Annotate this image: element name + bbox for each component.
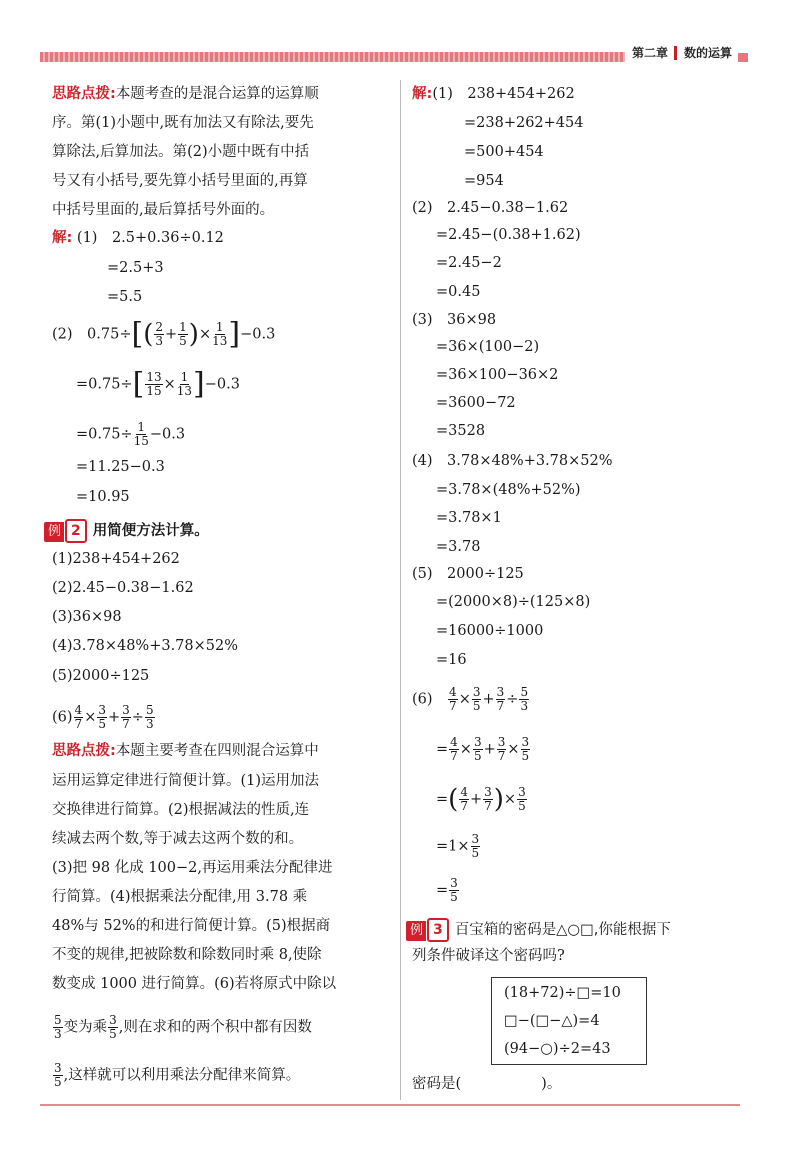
example-number: 2 — [65, 519, 87, 543]
hint1-line: 中括号里面的,最后算括号外面的。 — [52, 202, 275, 218]
question-item: (5)2000÷125 — [52, 668, 150, 684]
fraction: $\frac{3}{5}$ — [450, 876, 458, 904]
hint2-line: 48%与 52%的和进行简便计算。(5)根据商 — [52, 918, 331, 934]
example-badge: 例 — [44, 522, 64, 542]
fraction: $\frac{3}{5}$ — [109, 1013, 117, 1041]
solution-step: =10.95 — [76, 489, 130, 505]
fraction: $\frac{4}{7}$ — [449, 685, 457, 713]
clue-equation: □−(□−△)=4 — [504, 1013, 600, 1029]
fraction: $\frac{1}{13}$ — [212, 320, 228, 348]
hint2-line: 不变的规律,把被除数和除数同时乘 8,使除 — [52, 947, 322, 963]
solution-step: =16 — [436, 652, 467, 668]
example-title: 用简便方法计算。 — [92, 523, 209, 539]
fraction: $\frac{5}{3}$ — [520, 685, 529, 713]
chapter-label: 第二章 — [632, 46, 669, 60]
fraction: $\frac{3}{5}$ — [54, 1061, 62, 1089]
hint2-line: 续减去两个数,等于减去这两个数的和。 — [52, 831, 304, 847]
fraction: $\frac{1}{13}$ — [176, 370, 193, 398]
solution-step: =3.78×(48%+52%) — [436, 482, 581, 498]
fraction: $\frac{5}{3}$ — [54, 1013, 62, 1041]
hint2-line: 数变成 1000 进行简算。(6)若将原式中除以 — [52, 976, 337, 992]
solution-step: =36×(100−2) — [436, 339, 540, 355]
solution-3: (3) 36×98 — [412, 312, 497, 328]
fraction: $\frac{3}{7}$ — [497, 735, 506, 763]
solution-step: =11.25−0.3 — [76, 459, 165, 475]
fraction: $\frac{3}{5}$ — [472, 685, 481, 713]
example-2-heading — [44, 519, 209, 543]
solution-label: 解: — [52, 230, 73, 246]
solution-step: =0.45 — [436, 284, 481, 300]
hint2-line: 交换律进行简算。(2)根据减法的性质,连 — [52, 802, 310, 818]
hint2-label: 思路点拨: — [52, 743, 116, 759]
solution-step: = $\frac{4}{7}$ × $\frac{3}{5}$ + $\frac{3}{7}$ × $\frac{3}{5}$ — [436, 735, 530, 763]
hint1-line: 序。第(1)小题中,既有加法又有除法,要先 — [52, 115, 314, 131]
hint2-line: 行简算。(4)根据乘法分配律,用 3.78 乘 — [52, 889, 308, 905]
fraction: $\frac{4}{7}$ — [74, 703, 83, 731]
hint1-line: 算除法,后算加法。第(2)小题中既有中括 — [52, 144, 310, 160]
solution-1: 解: (1) 2.5+0.36÷0.12 — [52, 230, 224, 246]
solution-label: 解: — [412, 86, 433, 102]
solution-step: =36×100−36×2 — [436, 367, 559, 383]
column-divider — [400, 80, 401, 1100]
fraction: $\frac{3}{5}$ — [473, 735, 482, 763]
hint1-line: 思路点拨:本题考查的是混合运算的运算顺 — [52, 86, 319, 102]
solution-step: =3.78×1 — [436, 510, 502, 526]
solution-2: (2) 2.45−0.38−1.62 — [412, 200, 569, 216]
question-item: (1)238+454+262 — [52, 551, 180, 567]
solution-step: =3600−72 — [436, 395, 516, 411]
hint2-line: $\frac{5}{3}$ 变为乘 $\frac{3}{5}$ ,则在求和的两个积中都有因数 — [54, 1013, 312, 1041]
hint2-line: (3)把 98 化成 100−2,再运用乘法分配律进 — [52, 860, 333, 876]
fraction: $\frac{3}{7}$ — [122, 703, 130, 731]
solution-step: =238+262+454 — [464, 115, 584, 131]
hint1-label: 思路点拨: — [52, 86, 116, 102]
solution-1: 解:(1) 238+454+262 — [412, 86, 575, 102]
fraction: $\frac{3}{5}$ — [98, 703, 106, 731]
fraction: $\frac{3}{5}$ — [471, 832, 480, 860]
solution-2-expr: (2) 0.75÷[( $\frac{2}{3}$ + $\frac{1}{5}$ )× $\frac{1}{13}$ ]−0.3 — [52, 316, 276, 352]
fraction: $\frac{3}{5}$ — [521, 735, 530, 763]
solution-step: =500+454 — [464, 144, 544, 160]
hint1-line: 号又有小括号,要先算小括号里面的,再算 — [52, 173, 308, 189]
question-item: (3)36×98 — [52, 609, 122, 625]
solution-step: =( $\frac{4}{7}$ + $\frac{3}{7}$ )× $\frac{3}{5}$ — [436, 784, 526, 815]
example-text: 列条件破译这个密码吗? — [412, 948, 565, 964]
question-item: (4)3.78×48%+3.78×52% — [52, 638, 239, 654]
fraction: $\frac{3}{7}$ — [484, 785, 492, 813]
question-item: (2)2.45−0.38−1.62 — [52, 580, 194, 596]
solution-5: (5) 2000÷125 — [412, 566, 524, 582]
fraction: $\frac{3}{7}$ — [496, 685, 505, 713]
example-badge: 例 — [406, 921, 426, 941]
solution-step: =(2000×8)÷(125×8) — [436, 594, 591, 610]
fraction: $\frac{3}{5}$ — [518, 785, 526, 813]
solution-6: (6) $\frac{4}{7}$ × $\frac{3}{5}$ + $\frac{3}{7}$ ÷ $\frac{5}{3}$ — [412, 685, 529, 713]
hint2-line: 思路点拨:本题主要考查在四则混合运算中 — [52, 743, 319, 759]
solution-step: =0.75÷[ $\frac{13}{15}$ × $\frac{1}{13}$ ]−0.3 — [76, 366, 240, 402]
fraction: $\frac{4}{7}$ — [450, 735, 458, 763]
fraction: $\frac{13}{15}$ — [146, 370, 162, 398]
fraction: $\frac{4}{7}$ — [460, 785, 468, 813]
hint2-line: $\frac{3}{5}$ ,这样就可以利用乘法分配律来简算。 — [54, 1061, 301, 1089]
solution-step: =3528 — [436, 423, 486, 439]
fraction: $\frac{5}{3}$ — [145, 703, 154, 731]
example-number: 3 — [427, 918, 449, 942]
header-tail-decor — [738, 53, 748, 62]
solution-step: =2.5+3 — [107, 260, 164, 276]
solution-step: =954 — [464, 173, 504, 189]
example-3-heading — [406, 918, 671, 942]
solution-step: =16000÷1000 — [436, 623, 544, 639]
section-label: 数的运算 — [684, 46, 733, 60]
solution-step: =0.75÷ $\frac{1}{15}$ −0.3 — [76, 420, 186, 448]
solution-step: =2.45−2 — [436, 255, 502, 271]
header-separator — [674, 46, 677, 60]
clue-equation: (94−○)÷2=43 — [504, 1041, 611, 1057]
example-text: 百宝箱的密码是△○□,你能根据下 — [454, 922, 671, 938]
clue-equation: (18+72)÷□=10 — [504, 985, 621, 1001]
solution-step: =2.45−(0.38+1.62) — [436, 227, 581, 243]
solution-4: (4) 3.78×48%+3.78×52% — [412, 453, 613, 469]
question-item: (6) $\frac{4}{7}$ × $\frac{3}{5}$ + $\frac{3}{7}$ ÷ $\frac{5}{3}$ — [52, 703, 154, 731]
fraction: $\frac{1}{5}$ — [179, 320, 187, 348]
fraction: $\frac{2}{3}$ — [155, 320, 163, 348]
footer-rule — [40, 1104, 740, 1106]
solution-step: = $\frac{3}{5}$ — [436, 876, 458, 904]
fraction: $\frac{1}{15}$ — [133, 420, 149, 448]
solution-step: =5.5 — [107, 289, 143, 305]
solution-step: =3.78 — [436, 539, 481, 555]
hint2-line: 运用运算定律进行简便计算。(1)运用加法 — [52, 773, 320, 789]
header-decor-bar — [40, 52, 625, 62]
solution-step: =1× $\frac{3}{5}$ — [436, 832, 480, 860]
answer-line: 密码是( )。 — [412, 1076, 562, 1092]
